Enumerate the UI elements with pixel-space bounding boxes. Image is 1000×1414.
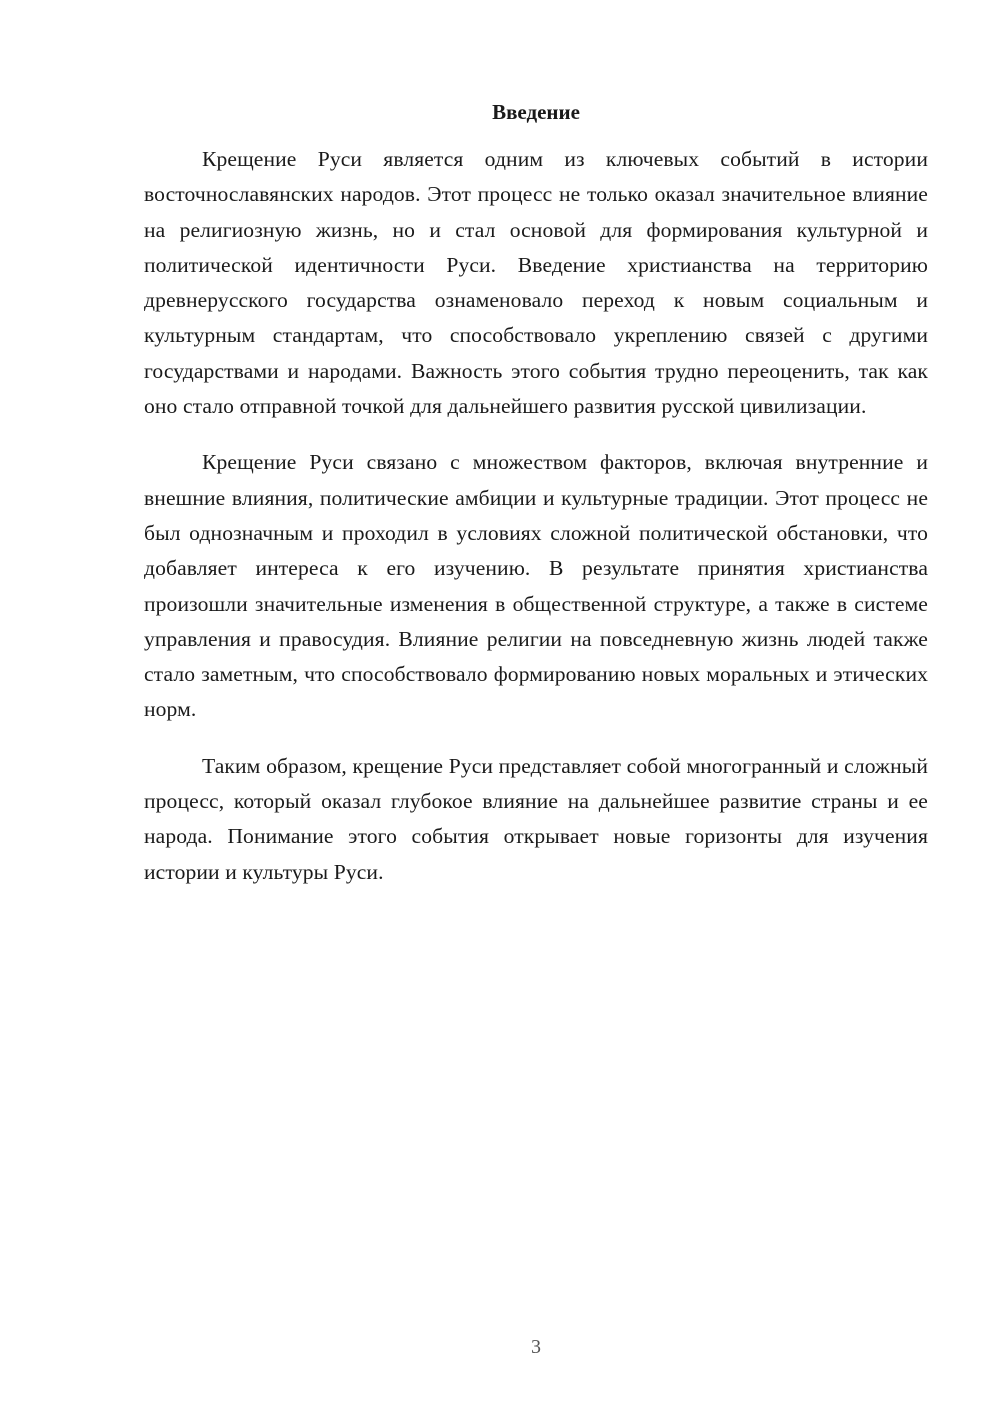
paragraph-3: Таким образом, крещение Руси представляет собой многогранный и сложный процесс, который оказал глубокое влияние на дальнейшее развитие страны и ее народа. Понимание этого события открывает новые горизонты для изучения истории и культуры Руси. <box>144 753 928 884</box>
paragraph-2: Крещение Руси связано с множеством факторов, включая внутренние и внешние влияния, политические амбиции и культурные традиции. Этот процесс не был однозначным и проходил в условиях сложной политической обстановки, что добавляет интереса к его изучению. В результате принятия христианства произошли значительные изменения в общественной структуре, а также в системе управления и правосудия. Влияние религии на повседневную жизнь людей также стало заметным, что способствовало формированию новых моральных и этических норм. <box>144 450 928 722</box>
paragraph-1: Крещение Руси является одним из ключевых событий в истории восточнославянских народов. Этот процесс не только оказал значительное влияние на религиозную жизнь, но и стал основой для формирования культурной и политической идентичности Руси. Введение христианства на территорию древнерусского государства ознаменовало переход к новым социальным и культурным стандартам, что способствовало укреплению связей с другими государствами и народами. Важность этого события трудно переоценить, так как оно стало отправной точкой для дальнейшего развития русской цивилизации. <box>144 147 928 419</box>
page-number: 3 <box>531 1336 541 1358</box>
body-text <box>144 142 928 911</box>
section-heading: Введение <box>492 100 580 124</box>
